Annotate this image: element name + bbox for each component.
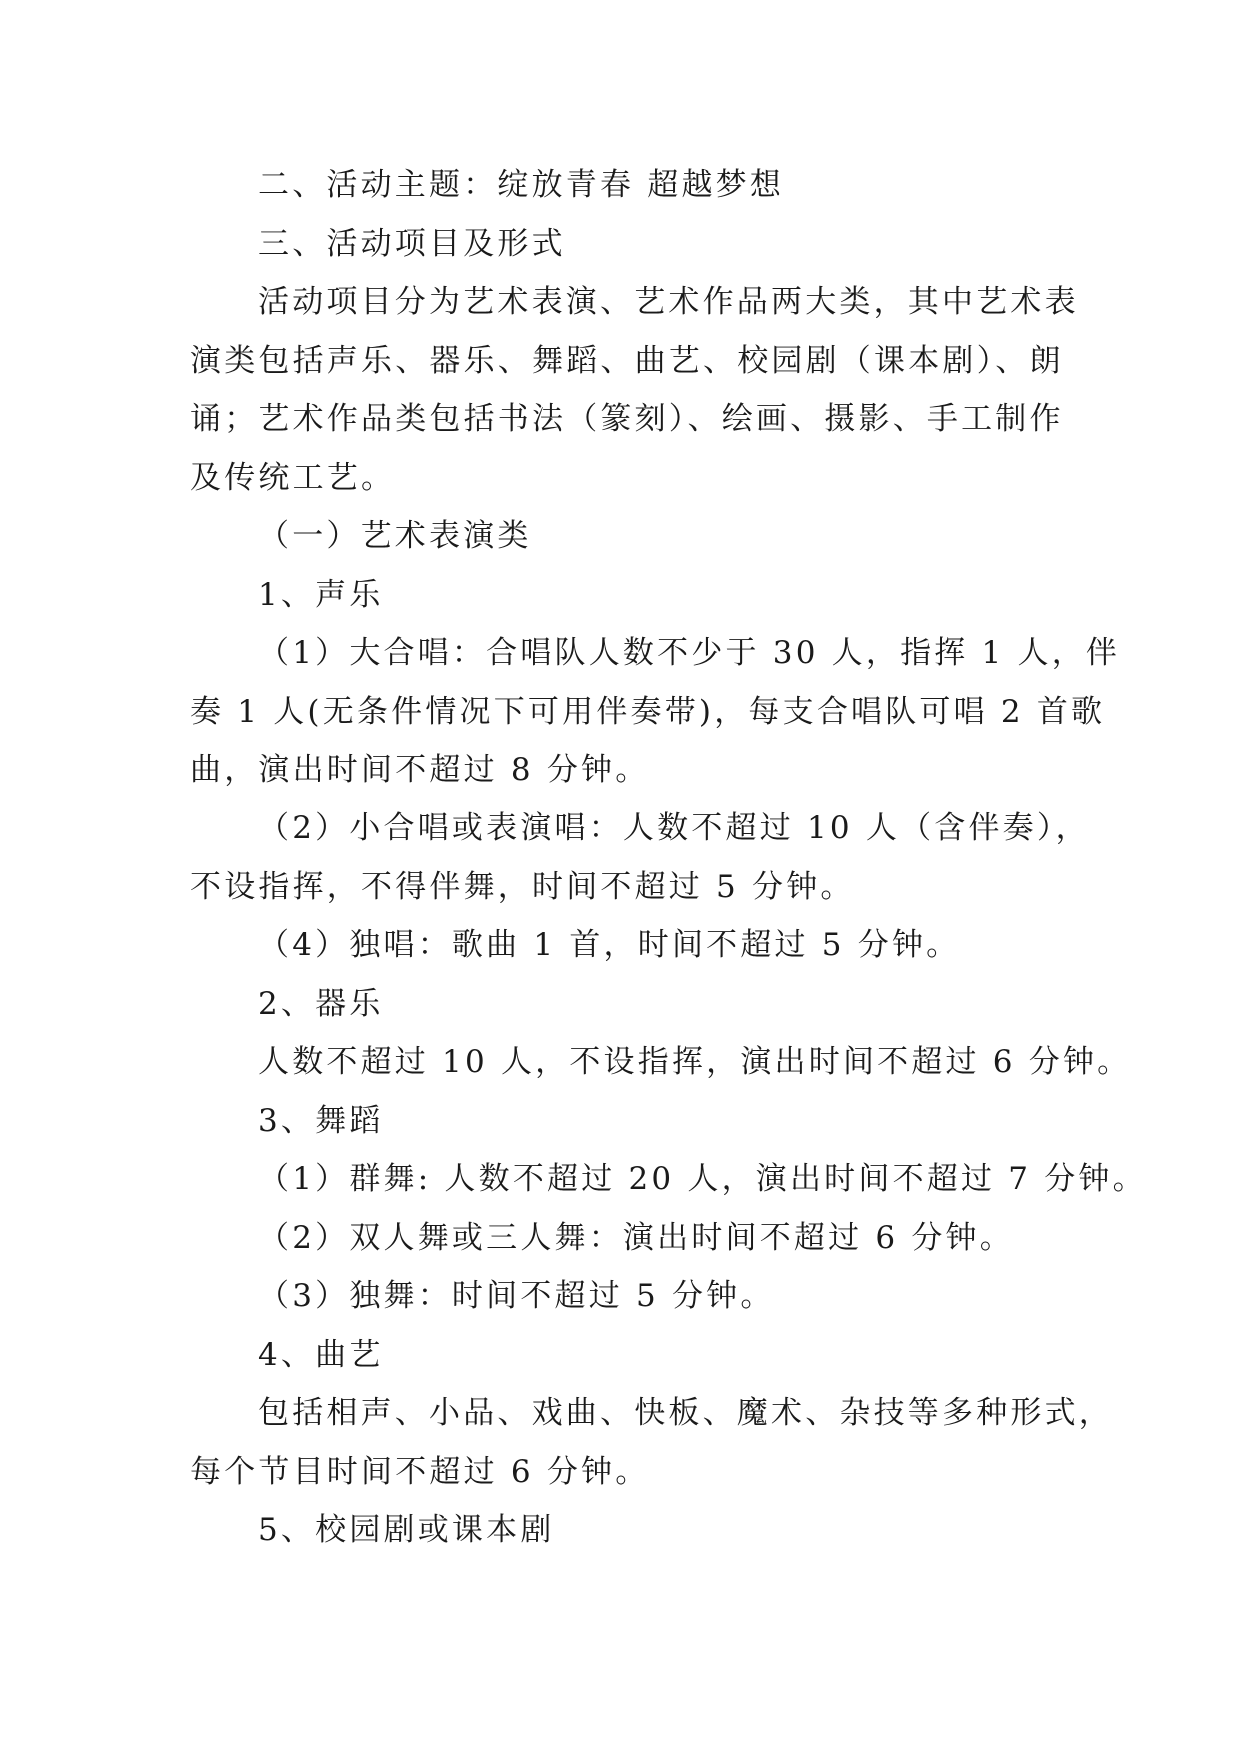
paragraph-line: 活动项目分为艺术表演、艺术作品两大类，其中艺术表 <box>258 284 1079 320</box>
paragraph-line: 每个节目时间不超过 6 分钟。 <box>190 1454 650 1490</box>
subsection-heading-performance: （一）艺术表演类 <box>258 518 532 554</box>
paragraph-line: （1）群舞: 人数不超过 20 人，演出时间不超过 7 分钟。 <box>258 1161 1147 1197</box>
paragraph-line: 包括相声、小品、戏曲、快板、魔术、杂技等多种形式， <box>258 1395 1113 1431</box>
item-heading-drama: 5、校园剧或课本剧 <box>258 1512 555 1548</box>
paragraph-line: 奏 1 人(无条件情况下可用伴奏带)，每支合唱队可唱 2 首歌 <box>190 694 1106 730</box>
paragraph-line: 不设指挥，不得伴舞，时间不超过 5 分钟。 <box>190 869 855 905</box>
paragraph-line: （4）独唱：歌曲 1 首，时间不超过 5 分钟。 <box>258 927 961 963</box>
paragraph-line: 及传统工艺。 <box>190 460 396 496</box>
paragraph-line: 人数不超过 10 人，不设指挥，演出时间不超过 6 分钟。 <box>258 1044 1132 1080</box>
item-heading-vocal: 1、声乐 <box>258 577 384 613</box>
section-heading-theme: 二、活动主题：绽放青春 超越梦想 <box>258 167 785 203</box>
paragraph-line: 演类包括声乐、器乐、舞蹈、曲艺、校园剧（课本剧）、朗 <box>190 343 1064 379</box>
paragraph-line: 诵；艺术作品类包括书法（篆刻）、绘画、摄影、手工制作 <box>190 401 1064 437</box>
paragraph-line: （1）大合唱：合唱队人数不少于 30 人，指挥 1 人，伴 <box>258 635 1121 671</box>
paragraph-line: （2）小合唱或表演唱：人数不超过 10 人（含伴奏）， <box>258 810 1090 846</box>
paragraph-line: 曲，演出时间不超过 8 分钟。 <box>190 752 650 788</box>
paragraph-line: （3）独舞：时间不超过 5 分钟。 <box>258 1278 775 1314</box>
item-heading-dance: 3、舞蹈 <box>258 1103 384 1139</box>
paragraph-line: （2）双人舞或三人舞：演出时间不超过 6 分钟。 <box>258 1220 1014 1256</box>
section-heading-projects: 三、活动项目及形式 <box>258 226 566 262</box>
item-heading-quyi: 4、曲艺 <box>258 1337 384 1373</box>
item-heading-instrumental: 2、器乐 <box>258 986 384 1022</box>
